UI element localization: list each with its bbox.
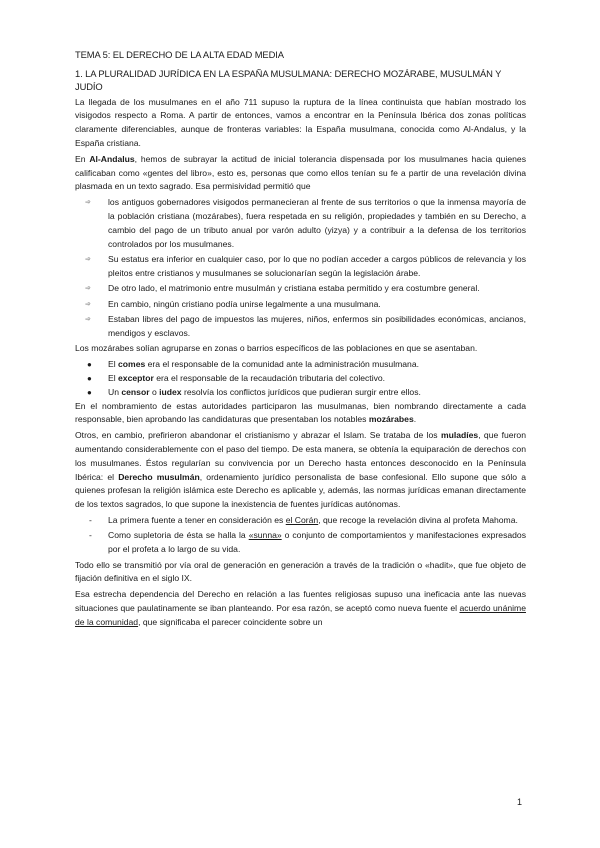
arrow-icon: ➾: [85, 300, 91, 308]
document-page: [75, 48, 526, 631]
list-item: - La primera fuente a tener en consideración es el Corán, que recoge la revelación divina al profeta Mahoma.: [89, 514, 518, 525]
document-title: TEMA 5: EL DERECHO DE LA ALTA EDAD MEDIA: [75, 49, 284, 60]
list-item: ● El comes era el responsable de la comunidad ante la administración musulmana.: [75, 358, 526, 372]
paragraph-al-andalus: En Al-Andalus, hemos de subrayar la actitud de inicial tolerancia dispensada por los musulmanes hacia quienes calificaban como «gentes del libro», esto es, personas que como ellos tenían su fe a partir de una revelación divina plasmada en un texto sagrado. Esa permisividad permitió que: [75, 153, 526, 192]
list-item: ➾ Estaban libres del pago de impuestos las mujeres, niños, enfermos sin posibilidades económicas, ancianos, mendigos y esclavos.: [85, 314, 526, 338]
bullet-icon: ●: [87, 359, 92, 369]
bullet-icon: ●: [87, 387, 92, 397]
arrow-list: [75, 196, 526, 341]
dash-list: [75, 514, 526, 557]
paragraph-intro: La llegada de los musulmanes en el año 711 supuso la ruptura de la línea continuista que habían mostrado los visigodos respecto a Roma. A partir de entonces, vamos a encontrar en la Península Ibérica dos zonas políticas claramente diferenciables, aunque de fronteras variables: la España musulmana, conocida como Al-Andalus, y la España cristiana.: [75, 96, 526, 149]
arrow-icon: ➾: [85, 316, 91, 324]
arrow-icon: ➾: [85, 198, 91, 206]
list-item: ● El exceptor era el responsable de la recaudación tributaria del colectivo.: [75, 372, 526, 386]
arrow-icon: ➾: [85, 285, 91, 293]
paragraph-hadit: Todo ello se transmitió por vía oral de generación en generación a través de la tradición o «hadit», que fue objeto de fijación definitiva en el siglo IX.: [75, 559, 526, 584]
page-number: 1: [517, 797, 523, 807]
paragraph-nombramiento: En el nombramiento de estas autoridades participaron las musulmanas, bien nombrando directamente a cada responsable, bien aprobando las candidaturas que presentaban los notables mozárabes.: [75, 400, 526, 425]
bullet-icon: ●: [87, 373, 92, 383]
section-heading: 1. LA PLURALIDAD JURÍDICA EN LA ESPAÑA MUSULMANA: DERECHO MOZÁRABE, MUSULMÁN Y JUDÍO: [75, 67, 502, 92]
list-item: ➾ Su estatus era inferior en cualquier caso, por lo que no podían acceder a cargos públicos de relevancia y los pleitos entre cristianos y musulmanes se solucionarían según la legislación árabe.: [85, 253, 526, 278]
list-item: ● Un censor o iudex resolvía los conflictos jurídicos que pudieran surgir entre ellos.: [75, 386, 526, 400]
paragraph-mozarabes: Los mozárabes solían agruparse en zonas o barrios específicos de las poblaciones en que se asentaban.: [75, 343, 478, 354]
term-al-andalus: Al-Andalus: [89, 153, 135, 164]
list-item: ➾ De otro lado, el matrimonio entre musulmán y cristiana estaba permitido y era costumbre general.: [75, 282, 526, 296]
list-item: - Como supletoria de ésta se halla la «sunna» o conjunto de comportamientos y manifestaciones expresados por el profeta a lo largo de su vida.: [89, 530, 527, 555]
bullet-list: [75, 358, 526, 400]
list-item: ➾ los antiguos gobernadores visigodos permanecieran al frente de sus territorios o que la inmensa mayoría de la población cristiana (mozárabes), fuera respetada en su religión, propiedades y también en su Derecho, a cambio del pago de un tributo anual por varón adulto (yizya) y a contribuir a la defensa de los territorios controlados por los musulmanes.: [85, 196, 526, 249]
list-item: ➾ En cambio, ningún cristiano podía unirse legalmente a una musulmana.: [75, 298, 526, 312]
arrow-icon: ➾: [85, 255, 91, 263]
paragraph-acuerdo: Esa estrecha dependencia del Derecho en relación a las fuentes religiosas supuso una ineficacia ante las nuevas situaciones que paulatinamente se iban planteando. Por esa razón, se aceptó como nueva fuente el acuerdo unánime de la comunidad, que significaba el parecer coincidente sobre un: [75, 588, 526, 627]
paragraph-muladies: Otros, en cambio, prefirieron abandonar el cristianismo y abrazar el Islam. Se trataba de los muladíes, que fueron aumentando considerablemente con el paso del tiempo. De esta manera, se obtenía la equiparación de derechos con los musulmanes. Éstos regularían su convivencia por un Derecho hasta entonces desconocido en la Península Ibérica: el Derecho musulmán, ordenamiento jurídico personalista de base confesional. Ello supone que sólo a quienes profesan la religión islámica este Derecho es aplicable y, además, las normas jurídicas emanan directamente de los textos sagrados, lo que supone la inexistencia de fuentes jurídicas autónomas.: [75, 429, 526, 510]
